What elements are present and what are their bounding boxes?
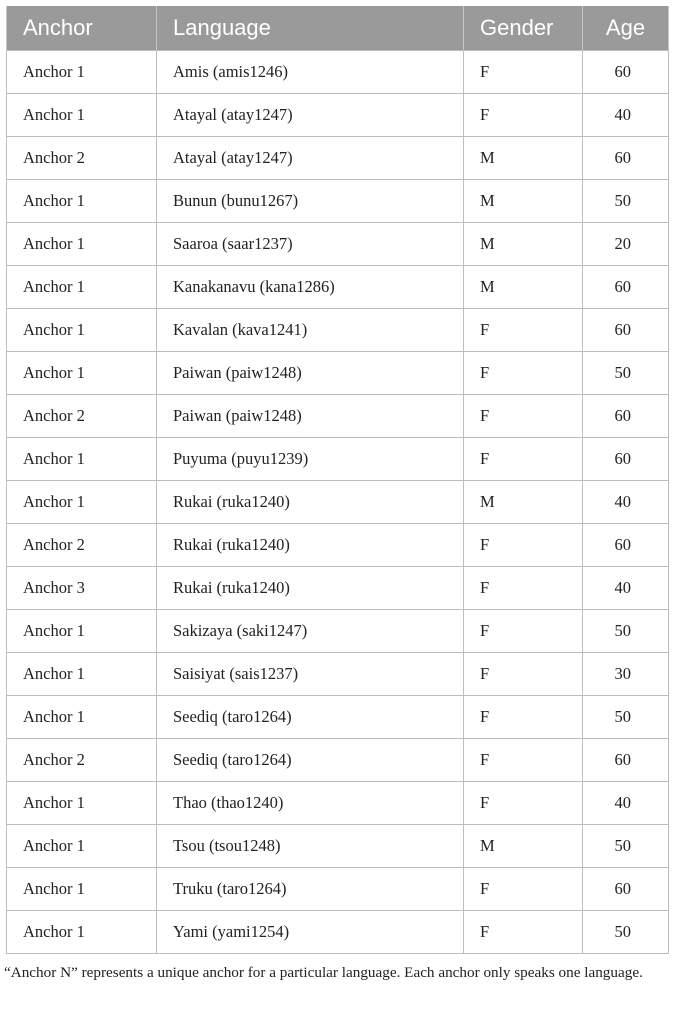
cell-anchor: Anchor 1 [7, 351, 157, 394]
cell-gender: F [464, 781, 583, 824]
table-row [7, 609, 669, 652]
cell-anchor: Anchor 1 [7, 93, 157, 136]
cell-anchor: Anchor 1 [7, 179, 157, 222]
cell-gender: M [464, 179, 583, 222]
cell-gender: F [464, 394, 583, 437]
cell-language: Paiwan (paiw1248) [157, 351, 464, 394]
cell-anchor: Anchor 1 [7, 695, 157, 738]
cell-anchor: Anchor 1 [7, 910, 157, 953]
cell-gender: F [464, 566, 583, 609]
table-row [7, 50, 669, 93]
anchor-table [6, 6, 669, 954]
cell-gender: F [464, 437, 583, 480]
cell-anchor: Anchor 1 [7, 308, 157, 351]
cell-anchor: Anchor 1 [7, 480, 157, 523]
table-row [7, 93, 669, 136]
table-footnote: “Anchor N” represents a unique anchor for a particular language. Each anchor only speaks one language. [4, 964, 643, 981]
cell-gender: M [464, 480, 583, 523]
table-row [7, 222, 669, 265]
cell-gender: F [464, 738, 583, 781]
cell-age: 60 [583, 308, 669, 351]
table-row [7, 351, 669, 394]
table-row [7, 867, 669, 910]
cell-language: Tsou (tsou1248) [157, 824, 464, 867]
cell-age: 50 [583, 179, 669, 222]
cell-anchor: Anchor 1 [7, 867, 157, 910]
cell-language: Yami (yami1254) [157, 910, 464, 953]
table-row [7, 308, 669, 351]
header-row [7, 6, 669, 50]
cell-age: 40 [583, 781, 669, 824]
cell-language: Puyuma (puyu1239) [157, 437, 464, 480]
table-row [7, 437, 669, 480]
cell-age: 60 [583, 265, 669, 308]
cell-anchor: Anchor 1 [7, 437, 157, 480]
cell-age: 60 [583, 394, 669, 437]
cell-anchor: Anchor 2 [7, 738, 157, 781]
cell-language: Saisiyat (sais1237) [157, 652, 464, 695]
cell-anchor: Anchor 1 [7, 265, 157, 308]
table-row [7, 566, 669, 609]
cell-anchor: Anchor 1 [7, 50, 157, 93]
cell-language: Seediq (taro1264) [157, 738, 464, 781]
cell-gender: M [464, 222, 583, 265]
cell-anchor: Anchor 1 [7, 222, 157, 265]
cell-gender: F [464, 351, 583, 394]
cell-age: 20 [583, 222, 669, 265]
cell-age: 60 [583, 50, 669, 93]
cell-gender: F [464, 867, 583, 910]
cell-language: Bunun (bunu1267) [157, 179, 464, 222]
cell-anchor: Anchor 1 [7, 609, 157, 652]
cell-gender: M [464, 136, 583, 179]
cell-age: 60 [583, 523, 669, 566]
anchor-table-container [6, 6, 668, 954]
cell-age: 60 [583, 437, 669, 480]
header-language: Language [157, 6, 464, 50]
cell-language: Paiwan (paiw1248) [157, 394, 464, 437]
cell-age: 50 [583, 695, 669, 738]
table-body [7, 50, 669, 953]
cell-gender: F [464, 308, 583, 351]
cell-language: Truku (taro1264) [157, 867, 464, 910]
cell-language: Rukai (ruka1240) [157, 480, 464, 523]
cell-language: Saaroa (saar1237) [157, 222, 464, 265]
cell-language: Thao (thao1240) [157, 781, 464, 824]
table-row [7, 523, 669, 566]
cell-gender: F [464, 652, 583, 695]
table-row [7, 480, 669, 523]
table-row [7, 781, 669, 824]
cell-anchor: Anchor 1 [7, 781, 157, 824]
cell-gender: F [464, 93, 583, 136]
cell-gender: F [464, 910, 583, 953]
cell-language: Seediq (taro1264) [157, 695, 464, 738]
header-anchor: Anchor [7, 6, 157, 50]
cell-language: Kanakanavu (kana1286) [157, 265, 464, 308]
cell-anchor: Anchor 1 [7, 824, 157, 867]
cell-gender: F [464, 695, 583, 738]
cell-age: 30 [583, 652, 669, 695]
cell-anchor: Anchor 2 [7, 523, 157, 566]
cell-age: 40 [583, 93, 669, 136]
cell-language: Rukai (ruka1240) [157, 566, 464, 609]
cell-age: 60 [583, 867, 669, 910]
cell-anchor: Anchor 2 [7, 136, 157, 179]
table-header [7, 6, 669, 50]
cell-age: 50 [583, 609, 669, 652]
table-row [7, 738, 669, 781]
header-gender: Gender [464, 6, 583, 50]
cell-anchor: Anchor 1 [7, 652, 157, 695]
cell-anchor: Anchor 3 [7, 566, 157, 609]
cell-language: Kavalan (kava1241) [157, 308, 464, 351]
cell-age: 40 [583, 566, 669, 609]
cell-age: 50 [583, 910, 669, 953]
cell-age: 40 [583, 480, 669, 523]
table-row [7, 179, 669, 222]
cell-language: Atayal (atay1247) [157, 93, 464, 136]
table-row [7, 824, 669, 867]
table-row [7, 695, 669, 738]
cell-language: Atayal (atay1247) [157, 136, 464, 179]
cell-gender: M [464, 824, 583, 867]
cell-anchor: Anchor 2 [7, 394, 157, 437]
cell-gender: M [464, 265, 583, 308]
cell-gender: F [464, 609, 583, 652]
cell-language: Sakizaya (saki1247) [157, 609, 464, 652]
header-age: Age [583, 6, 669, 50]
table-row [7, 910, 669, 953]
cell-age: 60 [583, 136, 669, 179]
cell-age: 50 [583, 351, 669, 394]
cell-age: 50 [583, 824, 669, 867]
table-row [7, 394, 669, 437]
table-row [7, 136, 669, 179]
cell-age: 60 [583, 738, 669, 781]
table-row [7, 265, 669, 308]
cell-gender: F [464, 523, 583, 566]
table-row [7, 652, 669, 695]
cell-gender: F [464, 50, 583, 93]
cell-language: Rukai (ruka1240) [157, 523, 464, 566]
cell-language: Amis (amis1246) [157, 50, 464, 93]
